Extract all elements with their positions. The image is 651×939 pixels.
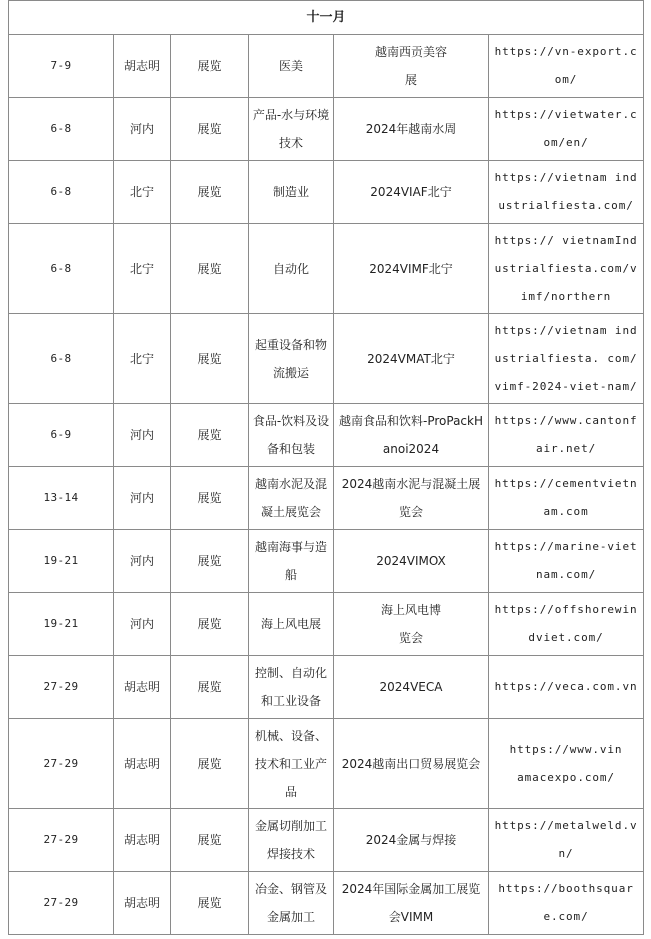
event-industry: 越南水泥及混凝土展览会 (249, 467, 334, 530)
table-row (9, 161, 644, 224)
event-name: 2024VECA (334, 656, 489, 719)
event-city: 河内 (114, 467, 171, 530)
event-city: 胡志明 (114, 35, 171, 98)
event-dates: 27-29 (9, 656, 114, 719)
table-row (9, 314, 644, 404)
table-row (9, 872, 644, 935)
event-url: https://www.cantonfair.net/ (489, 404, 644, 467)
event-city: 胡志明 (114, 656, 171, 719)
event-dates: 6-8 (9, 161, 114, 224)
event-kind: 展览 (171, 224, 249, 314)
event-dates: 6-9 (9, 404, 114, 467)
event-city: 河内 (114, 530, 171, 593)
event-kind: 展览 (171, 872, 249, 935)
event-kind: 展览 (171, 35, 249, 98)
event-url: https:// vietnamIndustrialfiesta.com/vimf/northern (489, 224, 644, 314)
event-city: 河内 (114, 404, 171, 467)
event-industry: 制造业 (249, 161, 334, 224)
event-city: 胡志明 (114, 872, 171, 935)
event-url: https://boothsquare.com/ (489, 872, 644, 935)
event-url: https://vn-export.com/ (489, 35, 644, 98)
event-name: 2024金属与焊接 (334, 809, 489, 872)
event-industry: 控制、自动化和工业设备 (249, 656, 334, 719)
event-name: 海上风电博览会 (334, 593, 489, 656)
event-dates: 27-29 (9, 719, 114, 809)
event-city: 河内 (114, 593, 171, 656)
event-name: 2024年国际金属加工展览会VIMM (334, 872, 489, 935)
event-city: 胡志明 (114, 719, 171, 809)
event-url: https://marine-vietnam.com/ (489, 530, 644, 593)
month-header-row (9, 1, 644, 35)
event-dates: 27-29 (9, 872, 114, 935)
table-row (9, 35, 644, 98)
event-city: 北宁 (114, 224, 171, 314)
event-name: 2024年越南水周 (334, 98, 489, 161)
event-industry: 机械、设备、技术和工业产品 (249, 719, 334, 809)
event-industry: 越南海事与造船 (249, 530, 334, 593)
event-kind: 展览 (171, 593, 249, 656)
event-url: https://vietwater.com/en/ (489, 98, 644, 161)
event-kind: 展览 (171, 530, 249, 593)
event-industry: 起重设备和物流搬运 (249, 314, 334, 404)
table-row (9, 656, 644, 719)
event-dates: 13-14 (9, 467, 114, 530)
event-dates: 6-8 (9, 224, 114, 314)
table-row (9, 593, 644, 656)
event-dates: 6-8 (9, 98, 114, 161)
event-industry: 食品-饮料及设备和包装 (249, 404, 334, 467)
event-dates: 19-21 (9, 593, 114, 656)
month-title: 十一月 (9, 1, 644, 35)
exhibition-schedule-table (8, 0, 644, 935)
event-city: 胡志明 (114, 809, 171, 872)
table-row (9, 98, 644, 161)
event-kind: 展览 (171, 809, 249, 872)
event-kind: 展览 (171, 314, 249, 404)
table-row (9, 404, 644, 467)
table-row (9, 530, 644, 593)
event-dates: 27-29 (9, 809, 114, 872)
event-kind: 展览 (171, 719, 249, 809)
event-dates: 6-8 (9, 314, 114, 404)
event-dates: 19-21 (9, 530, 114, 593)
event-industry: 产品-水与环境技术 (249, 98, 334, 161)
event-name: 2024VMAT北宁 (334, 314, 489, 404)
event-name: 2024VIAF北宁 (334, 161, 489, 224)
event-city: 北宁 (114, 161, 171, 224)
event-kind: 展览 (171, 161, 249, 224)
event-url: https://vietnam industrialfiesta. com/vimf-2024-viet-nam/ (489, 314, 644, 404)
event-kind: 展览 (171, 404, 249, 467)
event-name: 2024VIMF北宁 (334, 224, 489, 314)
event-name: 越南食品和饮料-ProPackHanoi2024 (334, 404, 489, 467)
table-row (9, 467, 644, 530)
event-url: https://offshorewindviet.com/ (489, 593, 644, 656)
event-kind: 展览 (171, 98, 249, 161)
event-url: https://www.vinamacexpo.com/ (489, 719, 644, 809)
event-name: 2024越南出口贸易展览会 (334, 719, 489, 809)
table-row (9, 719, 644, 809)
event-industry: 自动化 (249, 224, 334, 314)
event-name: 越南西贡美容展 (334, 35, 489, 98)
event-kind: 展览 (171, 656, 249, 719)
event-industry: 金属切削加工焊接技术 (249, 809, 334, 872)
event-url: https://vietnam industrialfiesta.com/ (489, 161, 644, 224)
event-name: 2024VIMOX (334, 530, 489, 593)
event-industry: 医美 (249, 35, 334, 98)
event-name: 2024越南水泥与混凝土展览会 (334, 467, 489, 530)
event-url: https://metalweld.vn/ (489, 809, 644, 872)
event-dates: 7-9 (9, 35, 114, 98)
event-city: 北宁 (114, 314, 171, 404)
table-row (9, 809, 644, 872)
event-kind: 展览 (171, 467, 249, 530)
event-industry: 冶金、钢管及金属加工 (249, 872, 334, 935)
event-industry: 海上风电展 (249, 593, 334, 656)
event-url: https://veca.com.vn (489, 656, 644, 719)
event-city: 河内 (114, 98, 171, 161)
table-row (9, 224, 644, 314)
event-url: https://cementvietnam.com (489, 467, 644, 530)
